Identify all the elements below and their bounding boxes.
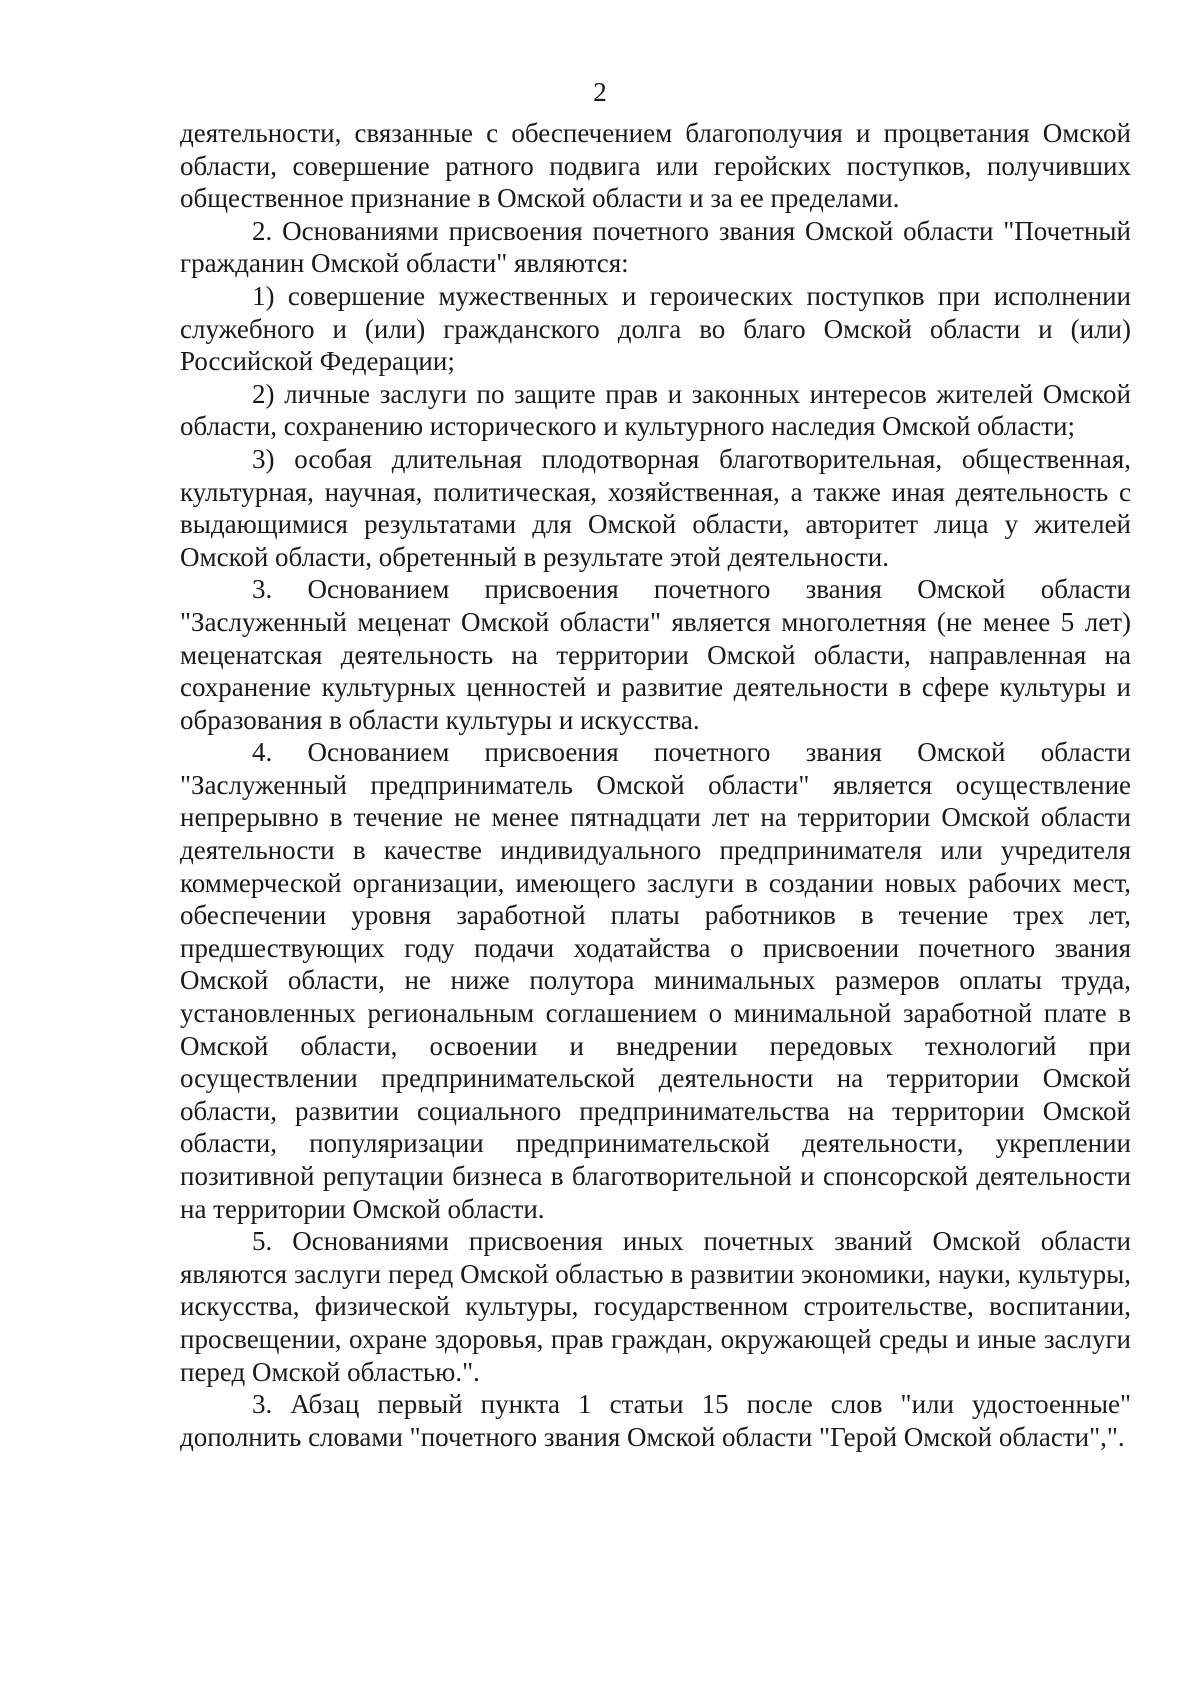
paragraph-subitem-2: 2) личные заслуги по защите прав и законных интересов жителей Омской области, сохранению исторического и культурного наследия Омской области;: [180, 378, 1131, 442]
paragraph-continuation: деятельности, связанные с обеспечением благополучия и процветания Омской области, совершение ратного подвига или геройских поступков, получивших общественное признание в Омской области и за ее пределами.: [180, 118, 1131, 214]
paragraph-item-5: 5. Основаниями присвоения иных почетных званий Омской области являются заслуги перед Омской областью в развитии экономики, науки, культуры, искусства, физической культуры, государственном строительстве, воспитании, просвещении, охране здоровья, прав граждан, окружающей среды и иные заслуги перед Омской областью.".: [180, 1226, 1131, 1387]
paragraph-subitem-1: 1) совершение мужественных и героических поступков при исполнении служебного и (или) гражданского долга во благо Омской области и (или) Российской Федерации;: [180, 280, 1131, 377]
page-number: 2: [593, 77, 607, 107]
paragraph-item-2: 2. Основаниями присвоения почетного звания Омской области "Почетный гражданин Омской области" являются:: [180, 215, 1131, 279]
paragraph-amendment-3: 3. Абзац первый пункта 1 статьи 15 после слов "или удостоенные" дополнить словами "почетного звания Омской области "Герой Омской области",".: [180, 1389, 1131, 1452]
document-body: [180, 117, 1131, 1453]
paragraph-subitem-3: 3) особая длительная плодотворная благотворительная, общественная, культурная, научная, политическая, хозяйственная, а также иная деятельность с выдающимися результатами для Омской области, авторитет лица у жителей Омской области, обретенный в результате этой деятельности.: [180, 443, 1131, 572]
paragraph-item-3: 3. Основанием присвоения почетного звания Омской области "Заслуженный меценат Омской области" является многолетняя (не менее 5 лет) меценатская деятельность на территории Омской области, направленная на сохранение культурных ценностей и развитие деятельности в сфере культуры и образования в области культуры и искусства.: [180, 574, 1131, 735]
paragraph-item-4: 4. Основанием присвоения почетного звания Омской области "Заслуженный предприниматель Омской области" является осуществление непрерывно в течение не менее пятнадцати лет на территории Омской области деятельности в качестве индивидуального предпринимателя или учредителя коммерческой организации, имеющего заслуги в создании новых рабочих мест, обеспечении уровня заработной платы работников в течение трех лет, предшествующих году подачи ходатайства о присвоении почетного звания Омской области, не ниже полутора минимальных размеров оплаты труда, установленных региональным соглашением о минимальной заработной плате в Омской области, освоении и внедрении передовых технологий при осуществлении предпринимательской деятельности на территории Омской области, развитии социального предпринимательства на территории Омской области, популяризации предпринимательской деятельности, укреплении позитивной репутации бизнеса в благотворительной и спонсорской деятельности на территории Омской области.: [180, 737, 1131, 1224]
